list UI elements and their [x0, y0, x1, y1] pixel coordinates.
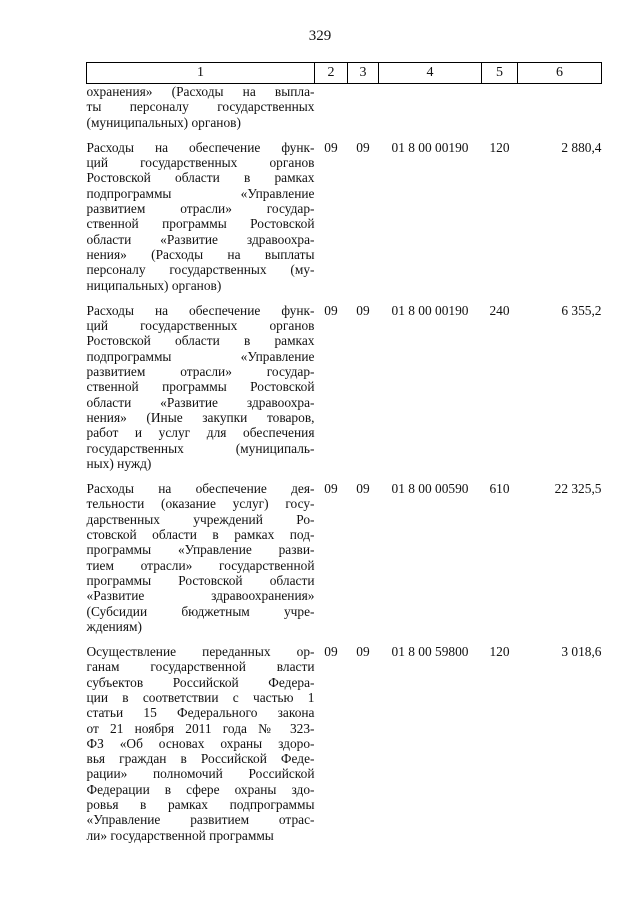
description-line: (Субсидии бюджетным учре- [86, 603, 315, 619]
table-body [87, 84, 602, 853]
description-line: работ и услуг для обеспечения [86, 425, 315, 441]
description-line: Федерации в сфере охраны здо- [86, 781, 315, 797]
table-row [87, 303, 602, 481]
section-code: 09 [324, 644, 338, 660]
section-code [315, 84, 348, 140]
description-line: дарственных учреждений Ро- [86, 511, 315, 527]
table-row [87, 140, 602, 303]
description-line: тельности (оказание услуг) госу- [86, 496, 315, 512]
target-article-code: 01 8 00 59800 [391, 644, 469, 660]
amount-value: 22 325,5 [554, 481, 602, 497]
column-header-3: 3 [348, 63, 379, 84]
amount-value: 6 355,2 [561, 302, 602, 318]
description-line: стовской области в рамках под- [86, 527, 315, 543]
amount-value: 2 880,4 [561, 139, 602, 155]
subsection-code: 09 [356, 302, 370, 318]
description-line: подпрограммы «Управление [86, 185, 315, 201]
row-description [87, 303, 315, 481]
description-line: ганам государственной власти [86, 659, 315, 675]
description-line: Ростовской области в рамках [86, 333, 315, 349]
amount-value: 3 018,6 [561, 644, 602, 660]
subsection-code [348, 84, 379, 140]
description-line: Ростовской области в рамках [86, 170, 315, 186]
description-line: программы «Управление разви- [86, 542, 315, 558]
description-line: субъектов Российской Федера- [86, 674, 315, 690]
description-line: ниципальных) органов) [86, 277, 222, 293]
description-line: ственной программы Ростовской [86, 216, 315, 232]
description-line: Расходы на обеспечение функ- [86, 139, 315, 155]
description-line: от 21 ноября 2011 года № 323- [86, 720, 315, 736]
description-line: области «Развитие здравоохра- [86, 394, 315, 410]
description-line: охранения» (Расходы на выпла- [86, 84, 315, 99]
column-header-4: 4 [379, 63, 482, 84]
subsection-code: 09 [356, 644, 370, 660]
row-description [87, 84, 315, 140]
description-line: нения» (Расходы на выплаты [86, 246, 315, 262]
description-line: тием отрасли» государственной [86, 557, 315, 573]
description-line: государственных (муниципаль- [86, 440, 315, 456]
description-line: ции в соответствии с частью 1 [86, 689, 315, 705]
section-code: 09 [324, 139, 338, 155]
column-header-2: 2 [315, 63, 348, 84]
description-line: персоналу государственных (му- [86, 262, 315, 278]
description-line: ственной программы Ростовской [86, 379, 315, 395]
amount-value [518, 84, 602, 140]
expense-type-code: 120 [489, 139, 510, 155]
column-header-6: 6 [518, 63, 602, 84]
table-row [87, 481, 602, 644]
section-code: 09 [324, 481, 338, 497]
description-line: «Управление развитием отрас- [86, 812, 315, 828]
description-line: ных) нужд) [86, 455, 152, 471]
subsection-code: 09 [356, 481, 370, 497]
expense-type-code [482, 84, 518, 140]
row-description [87, 481, 315, 644]
description-line: Расходы на обеспечение дея- [86, 481, 315, 497]
expense-type-code: 240 [489, 302, 510, 318]
description-line: ций государственных органов [86, 155, 315, 171]
description-line: статьи 15 Федерального закона [86, 705, 315, 721]
description-line: (муниципальных) органов) [86, 114, 241, 130]
table-row [87, 644, 602, 853]
target-article-code: 01 8 00 00190 [391, 139, 469, 155]
description-line: Осуществление переданных ор- [86, 644, 315, 660]
target-article-code: 01 8 00 00590 [391, 481, 469, 497]
target-article-code: 01 8 00 00190 [391, 302, 469, 318]
row-description [87, 140, 315, 303]
description-line: ровья в рамках подпрограммы [86, 797, 315, 813]
description-line: ций государственных органов [86, 318, 315, 334]
description-line: ли» государственной программы [86, 827, 274, 843]
column-header-5: 5 [482, 63, 518, 84]
description-line: области «Развитие здравоохра- [86, 231, 315, 247]
section-code: 09 [324, 302, 338, 318]
description-line: рации» полномочий Российской [86, 766, 315, 782]
budget-table [86, 62, 602, 853]
target-article-code [379, 84, 482, 140]
description-line: ждениям) [86, 618, 142, 634]
description-line: развитием отрасли» государ- [86, 201, 315, 217]
description-line: программы Ростовской области [86, 572, 315, 588]
subsection-code: 09 [356, 139, 370, 155]
description-line: Расходы на обеспечение функ- [86, 302, 315, 318]
description-line: нения» (Иные закупки товаров, [86, 409, 315, 425]
description-line: «Развитие здравоохранения» [86, 588, 315, 604]
table-header-row [87, 63, 602, 84]
description-line: подпрограммы «Управление [86, 348, 315, 364]
page-number: 329 [308, 28, 332, 44]
expense-type-code: 120 [489, 644, 510, 660]
description-line: развитием отрасли» государ- [86, 364, 315, 380]
description-line: вья граждан в Российской Феде- [86, 751, 315, 767]
column-header-1: 1 [87, 63, 315, 84]
row-description [87, 644, 315, 853]
description-line: ФЗ «Об основах охраны здоро- [86, 735, 315, 751]
table-row [87, 84, 602, 140]
description-line: ты персоналу государственных [86, 99, 315, 115]
expense-type-code: 610 [489, 481, 510, 497]
